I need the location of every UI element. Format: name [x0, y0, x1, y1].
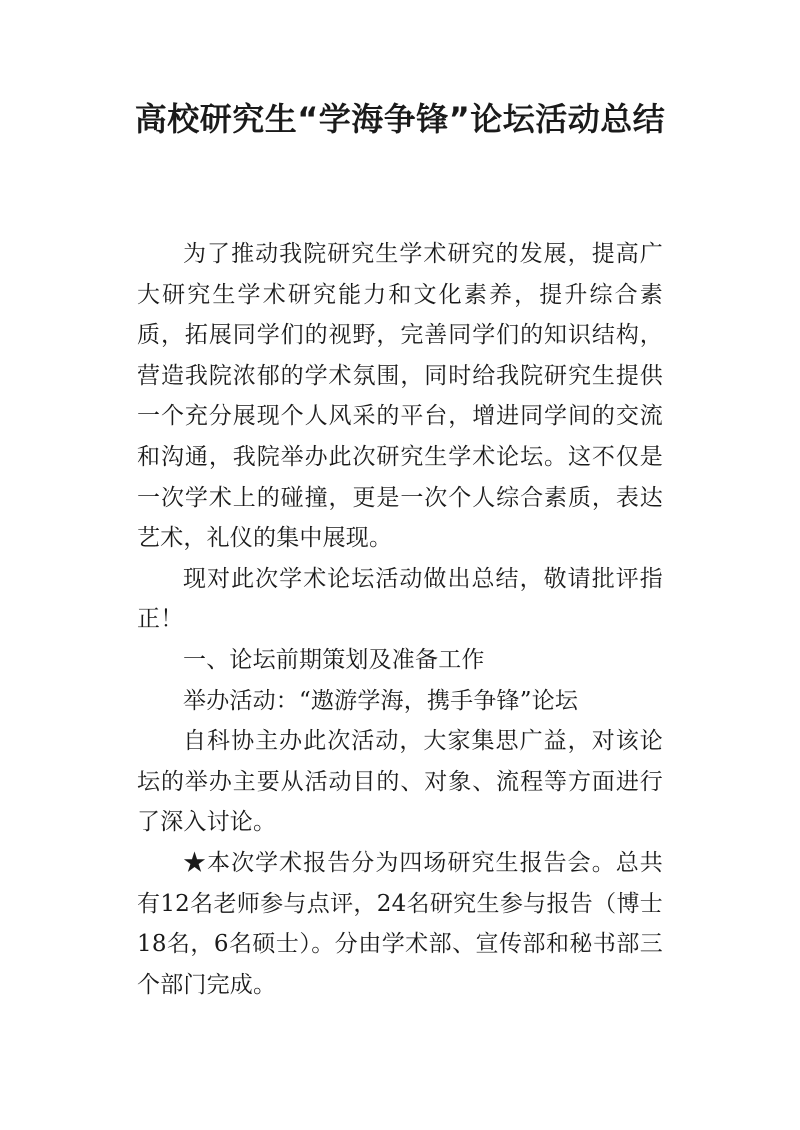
paragraph-activity-name: 举办活动：“遨游学海，携手争锋”论坛 — [183, 687, 579, 714]
paragraph-report-sessions: ★本次学术报告分为四场研究生报告会。总共有12名老师参与点评，24名研究生参与报告（博士18名，6名硕士）。分由学术部、宣传部和秘书部三个部门完成。 — [137, 849, 663, 998]
paragraph-intro: 为了推动我院研究生学术研究的发展，提高广大研究生学术研究能力和文化素养，提升综合素质，拓展同学们的视野，完善同学们的知识结构，营造我院浓郁的学术氛围，同时给我院研究生提供一个充分展现个人风采的平台，增进同学间的交流和沟通，我院举办此次研究生学术论坛。这不仅是一次学术上的碰撞，更是一次个人综合素质，表达艺术，礼仪的集中展现。 — [137, 241, 663, 552]
document-title: 高校研究生“学海争锋”论坛活动总结 — [134, 100, 666, 138]
paragraph-organizer: 自科协主办此次活动，大家集思广益，对该论坛的举办主要从活动目的、对象、流程等方面进行了深入讨论。 — [137, 728, 663, 836]
paragraph-summary-request: 现对此次学术论坛活动做出总结，敬请批评指正！ — [137, 565, 663, 633]
document-body — [137, 234, 663, 1005]
section-heading-planning: 一、论坛前期策划及准备工作 — [183, 646, 485, 673]
